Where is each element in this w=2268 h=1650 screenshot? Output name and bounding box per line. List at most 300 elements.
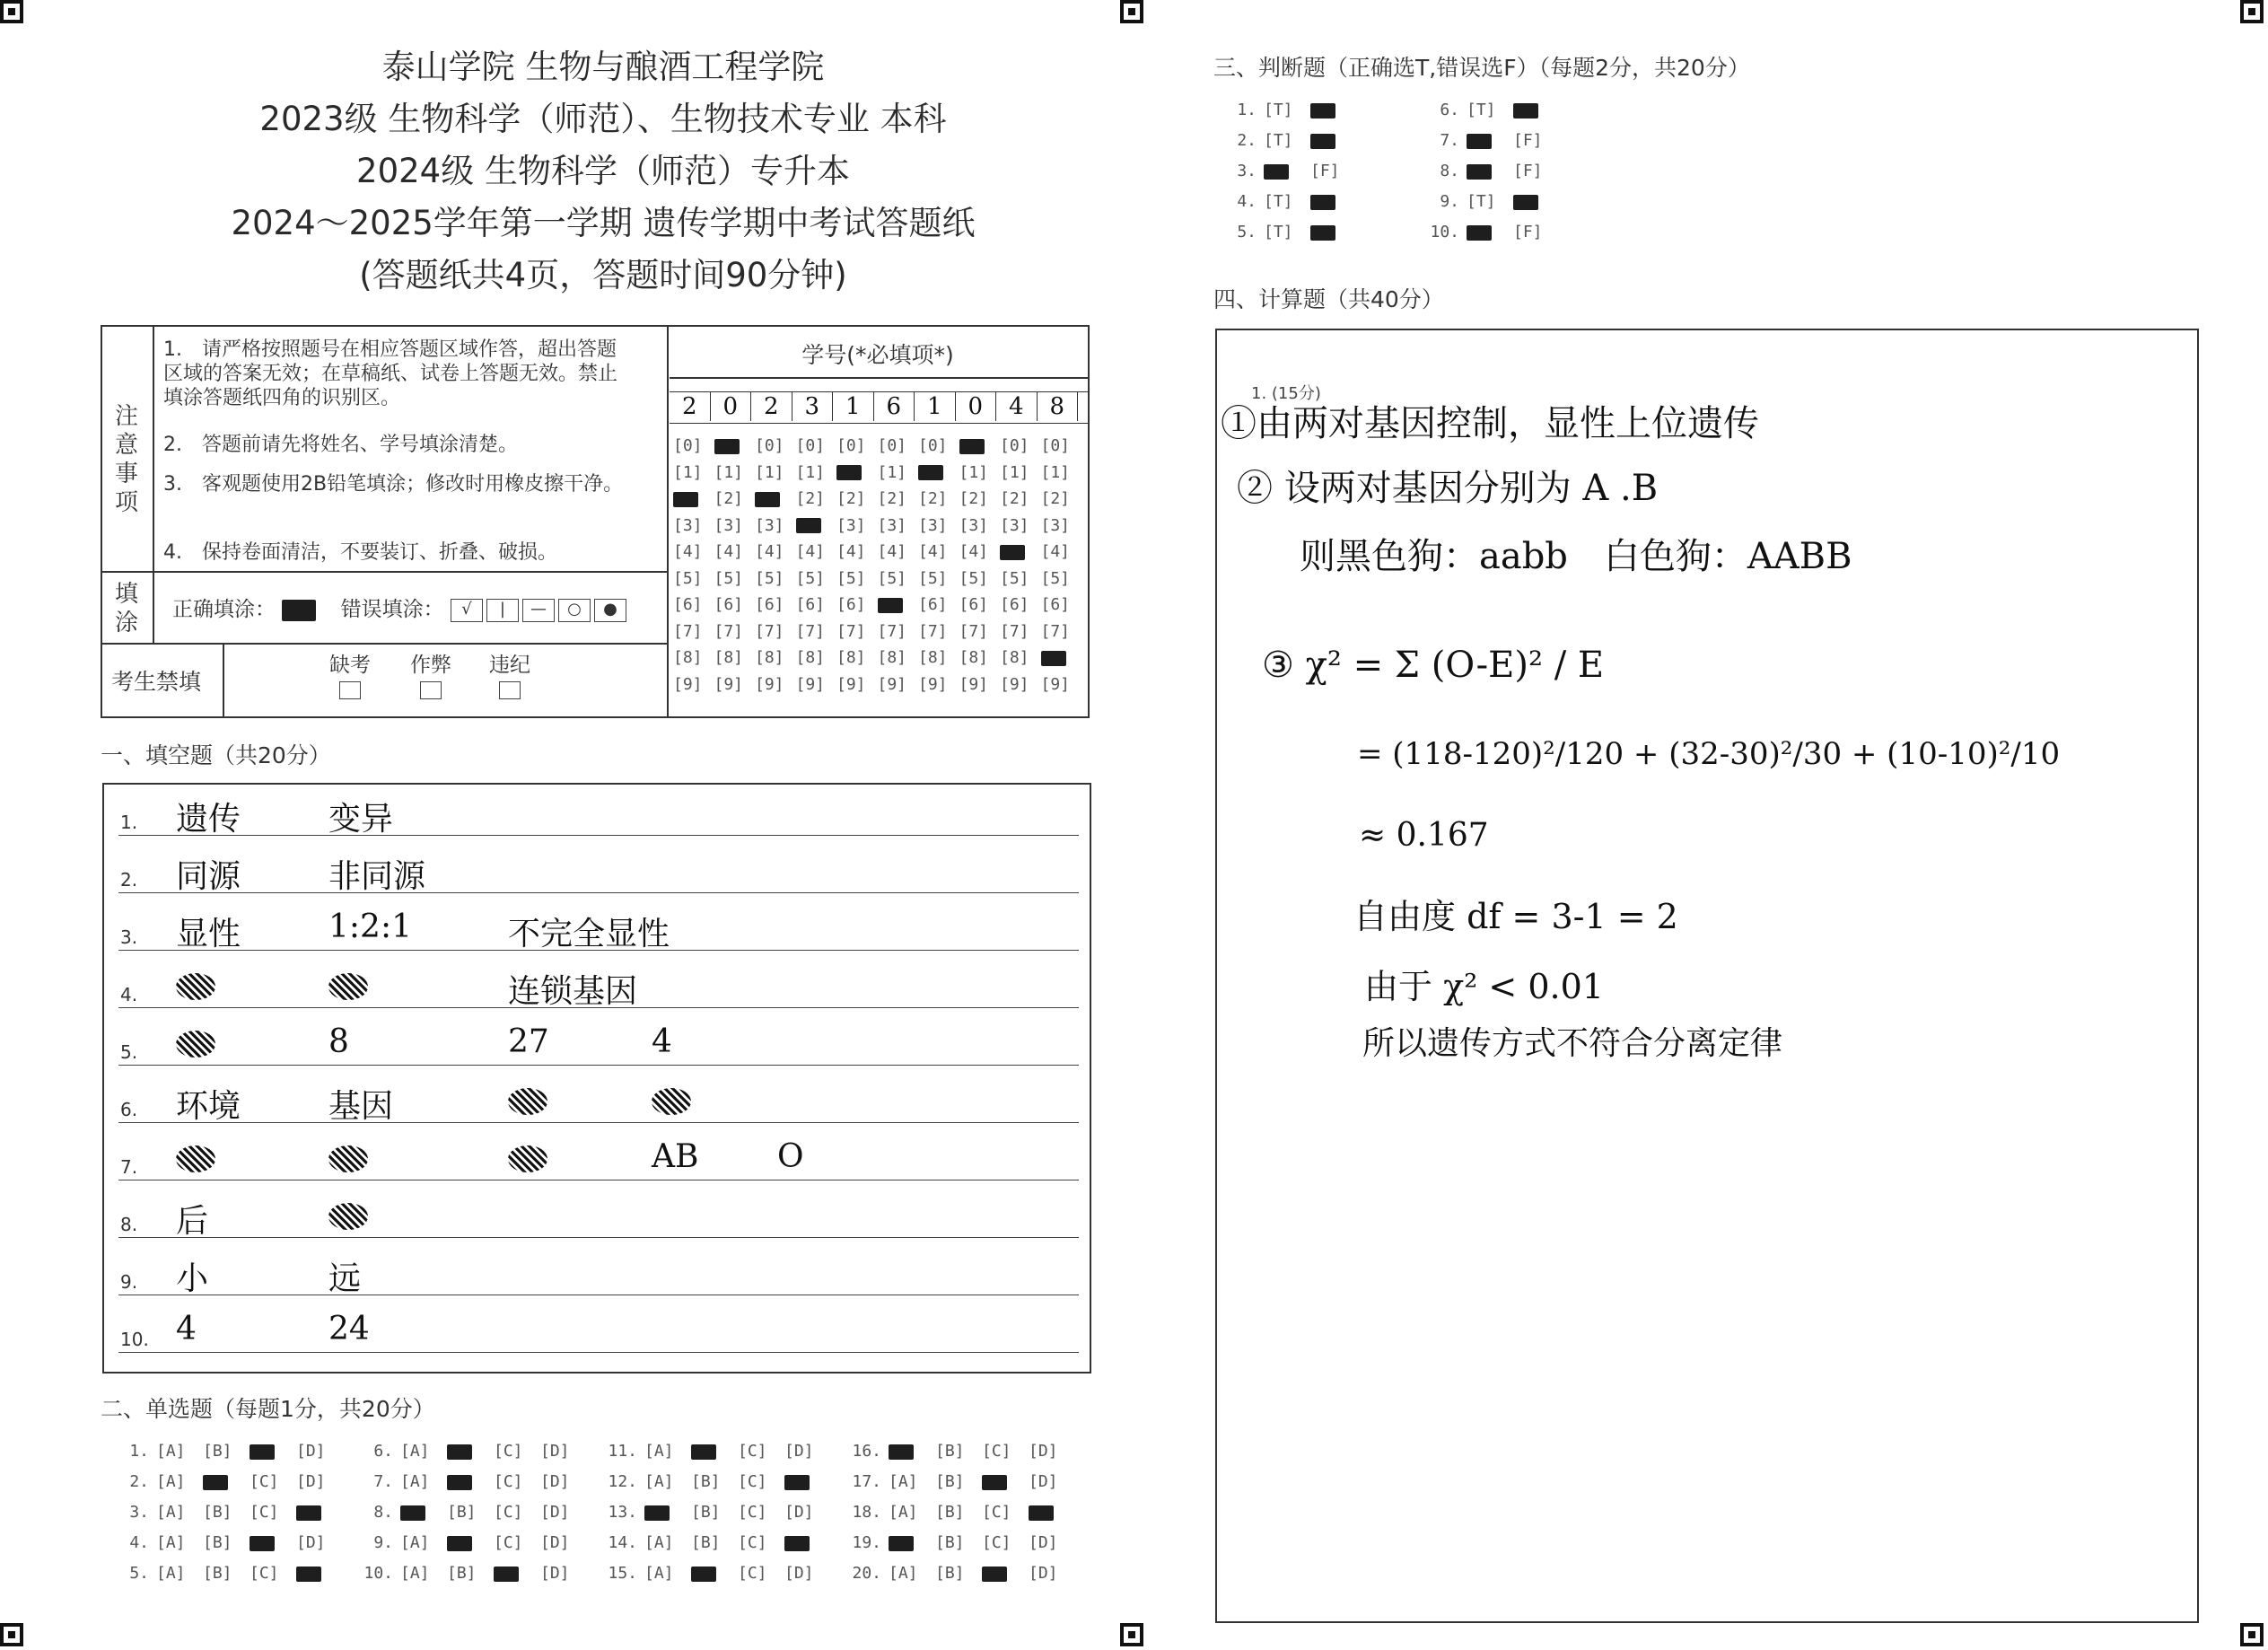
mc-option[interactable] [296, 1533, 343, 1552]
option-label: [A] [889, 1472, 918, 1491]
forbid-label: 考生禁填 [111, 669, 202, 695]
wrong-mark-example: | [486, 599, 519, 622]
id-bubble[interactable] [755, 460, 784, 487]
bubble-label: [3] [1000, 515, 1029, 535]
tf-option[interactable] [1467, 192, 1513, 211]
id-bubble[interactable] [714, 433, 744, 460]
bubble-label: [8] [714, 648, 744, 667]
mc-option[interactable] [889, 1472, 935, 1491]
question-number: 7. [120, 1156, 138, 1178]
mc-option[interactable] [935, 1503, 982, 1522]
mc-question [849, 1442, 1075, 1461]
bubble-label: [4] [918, 542, 948, 561]
id-bubble[interactable] [796, 671, 826, 698]
id-bubble[interactable] [836, 460, 866, 487]
id-bubble[interactable] [918, 619, 948, 645]
option-label: [T] [1264, 131, 1293, 150]
mc-option[interactable] [540, 1533, 587, 1552]
filled-mark [784, 1475, 810, 1490]
scribble-mark [176, 973, 215, 1000]
mc-option[interactable] [400, 1503, 447, 1522]
calc-line-5: = (118-120)²/120 + (32-30)²/30 + (10-10)²/10 [1357, 736, 2061, 772]
option-label: [B] [935, 1503, 965, 1522]
mc-option[interactable] [1029, 1533, 1075, 1552]
handwritten-answer: 24 [328, 1311, 370, 1347]
mc-option[interactable] [447, 1472, 494, 1491]
id-bubble[interactable] [714, 619, 744, 645]
id-bubble[interactable] [796, 433, 826, 460]
bubble-label: [2] [836, 489, 866, 508]
id-bubble[interactable] [878, 592, 907, 619]
mc-option[interactable] [203, 1442, 250, 1461]
mc-number: 17. [852, 1472, 881, 1491]
mc-option[interactable] [889, 1533, 935, 1552]
option-label: [B] [691, 1533, 721, 1552]
mc-option[interactable] [447, 1533, 494, 1552]
mc-option[interactable] [203, 1533, 250, 1552]
id-bubble[interactable] [755, 539, 784, 566]
tf-option[interactable] [1310, 131, 1357, 150]
mc-option[interactable] [691, 1503, 738, 1522]
mc-option[interactable] [738, 1533, 784, 1552]
mc-option[interactable] [156, 1503, 203, 1522]
mc-question [361, 1503, 587, 1522]
bubble-label: [9] [1040, 674, 1071, 694]
id-bubble[interactable] [673, 645, 703, 671]
mc-option[interactable] [156, 1442, 203, 1461]
id-bubble[interactable] [836, 566, 866, 592]
mc-option[interactable] [784, 1564, 831, 1583]
mc-option[interactable] [250, 1472, 296, 1491]
mc-question [117, 1472, 343, 1491]
id-bubble[interactable] [836, 539, 866, 566]
id-bubble[interactable] [918, 671, 948, 698]
id-bubble[interactable] [959, 486, 989, 513]
id-bubble[interactable] [673, 486, 703, 513]
mc-option[interactable] [935, 1442, 982, 1461]
id-bubble[interactable] [1000, 645, 1029, 671]
mc-option[interactable] [400, 1442, 447, 1461]
id-bubble[interactable] [918, 645, 948, 671]
mc-option[interactable] [644, 1533, 691, 1552]
id-digit: 1 [833, 392, 874, 421]
mc-option[interactable] [982, 1442, 1029, 1461]
id-bubble[interactable] [796, 460, 826, 487]
question-number: 5. [120, 1041, 138, 1063]
id-bubble[interactable] [755, 592, 784, 619]
id-bubble[interactable] [673, 513, 703, 540]
tf-question [1224, 162, 1357, 180]
handwritten-answer: 远 [328, 1260, 362, 1297]
mc-option[interactable] [644, 1472, 691, 1491]
id-bubble[interactable] [796, 486, 826, 513]
calc-line-2: ② 设两对基因分别为 A .B [1237, 468, 1659, 509]
mc-option[interactable] [494, 1442, 540, 1461]
tf-option[interactable] [1513, 223, 1560, 241]
id-bubble[interactable] [878, 460, 907, 487]
id-bubble[interactable] [878, 671, 907, 698]
bubble-label: [0] [755, 436, 784, 455]
correct-fill-example [172, 592, 630, 622]
mc-number: 14. [608, 1533, 637, 1552]
id-bubble[interactable] [1000, 671, 1029, 698]
id-bubble[interactable] [836, 645, 866, 671]
id-bubble[interactable] [796, 539, 826, 566]
id-bubble[interactable] [714, 513, 744, 540]
tf-option[interactable] [1467, 131, 1513, 150]
id-bubble[interactable] [918, 460, 948, 487]
scribble-mark [328, 1203, 368, 1230]
id-bubble[interactable] [1000, 513, 1029, 540]
bubble-label: [0] [1000, 436, 1029, 455]
tf-option[interactable] [1264, 101, 1310, 119]
bubble-label: [7] [877, 621, 907, 641]
id-bubble[interactable] [1000, 619, 1029, 645]
bubble-label: [1] [755, 462, 784, 482]
id-bubble[interactable] [959, 592, 989, 619]
filled-mark [918, 465, 943, 480]
bubble-label: [9] [836, 674, 866, 694]
mc-option[interactable] [540, 1472, 587, 1491]
mc-option[interactable] [540, 1503, 587, 1522]
question-number: 9. [120, 1271, 138, 1293]
option-label: [B] [935, 1533, 965, 1552]
mc-option[interactable] [400, 1564, 447, 1583]
mc-option[interactable] [691, 1472, 738, 1491]
mc-option[interactable] [296, 1503, 343, 1522]
mc-option[interactable] [982, 1472, 1029, 1491]
correct-label: 正确填涂： [172, 598, 276, 621]
mc-option[interactable] [203, 1564, 250, 1583]
id-bubble[interactable] [714, 539, 744, 566]
id-bubble[interactable] [959, 671, 989, 698]
mc-option[interactable] [691, 1442, 738, 1461]
mc-option[interactable] [296, 1564, 343, 1583]
option-label: [C] [738, 1472, 767, 1491]
id-bubble[interactable] [714, 645, 744, 671]
mc-option[interactable] [250, 1564, 296, 1583]
answer-line [118, 1237, 1079, 1238]
mc-option[interactable] [935, 1564, 982, 1583]
id-bubble[interactable] [714, 460, 744, 487]
mc-number: 8. [373, 1503, 393, 1522]
id-bubble[interactable] [878, 619, 907, 645]
mc-option[interactable] [935, 1472, 982, 1491]
id-bubble[interactable] [1000, 460, 1029, 487]
bubble-label: [1] [959, 462, 989, 482]
tf-option[interactable] [1467, 101, 1513, 119]
id-bubble[interactable] [836, 513, 866, 540]
id-bubble[interactable] [1000, 539, 1029, 566]
id-bubble[interactable] [878, 486, 907, 513]
id-bubble[interactable] [673, 671, 703, 698]
mc-option[interactable] [1029, 1442, 1075, 1461]
mc-question [849, 1533, 1075, 1552]
mc-option[interactable] [644, 1442, 691, 1461]
tf-question [1427, 101, 1560, 119]
mc-option[interactable] [447, 1503, 494, 1522]
id-bubble[interactable] [918, 433, 948, 460]
id-bubble[interactable] [673, 619, 703, 645]
id-bubble[interactable] [714, 486, 744, 513]
cheat-checkbox[interactable] [420, 681, 442, 699]
id-bubble[interactable] [1041, 513, 1071, 540]
option-label: [A] [156, 1442, 186, 1461]
tf-option[interactable] [1513, 162, 1560, 180]
id-bubble[interactable] [959, 566, 989, 592]
id-bubble[interactable] [673, 433, 703, 460]
id-bubble[interactable] [714, 671, 744, 698]
mc-option[interactable] [540, 1564, 587, 1583]
tf-option[interactable] [1310, 192, 1357, 211]
tf-option[interactable] [1264, 162, 1310, 180]
tf-option[interactable] [1264, 131, 1310, 150]
grade-line-1: 2023级 生物科学（师范）、生物技术专业 本科 [259, 100, 947, 138]
mc-option[interactable] [494, 1472, 540, 1491]
id-bubble[interactable] [755, 671, 784, 698]
filled-mark [203, 1475, 228, 1490]
mc-option[interactable] [156, 1533, 203, 1552]
handwritten-answer: 4 [176, 1311, 197, 1347]
mc-number: 7. [373, 1472, 393, 1491]
mc-option[interactable] [691, 1533, 738, 1552]
bubble-label: [3] [673, 515, 703, 535]
tf-option[interactable] [1513, 101, 1560, 119]
calc-line-3: 则黑色狗：aabb 白色狗：AABB [1300, 536, 1852, 577]
id-bubble[interactable] [836, 671, 866, 698]
mc-option[interactable] [691, 1564, 738, 1583]
id-bubble[interactable] [1041, 433, 1071, 460]
filled-mark [1467, 225, 1492, 241]
absent-checkbox[interactable] [339, 681, 361, 699]
filled-mark [296, 1505, 321, 1521]
id-bubble[interactable] [1041, 592, 1071, 619]
id-digit: 3 [792, 392, 834, 421]
tf-question [1427, 131, 1560, 150]
option-label: [D] [296, 1533, 326, 1552]
bubble-label: [9] [714, 674, 744, 694]
id-bubble[interactable] [1041, 460, 1071, 487]
id-bubble[interactable] [1000, 433, 1029, 460]
tf-option[interactable] [1264, 192, 1310, 211]
mc-option[interactable] [296, 1442, 343, 1461]
mc-option[interactable] [296, 1472, 343, 1491]
id-bubble[interactable] [918, 513, 948, 540]
id-bubble[interactable] [878, 513, 907, 540]
id-bubble[interactable] [796, 513, 826, 540]
id-bubble[interactable] [796, 566, 826, 592]
option-label: [T] [1467, 101, 1496, 119]
id-bubble[interactable] [755, 513, 784, 540]
id-bubble[interactable] [1041, 539, 1071, 566]
tf-option[interactable] [1467, 223, 1513, 241]
mc-option[interactable] [738, 1472, 784, 1491]
id-bubble[interactable] [878, 433, 907, 460]
violation-checkbox[interactable] [499, 681, 521, 699]
id-bubble-column [959, 433, 989, 698]
id-bubble[interactable] [673, 592, 703, 619]
mc-option[interactable] [203, 1503, 250, 1522]
id-bubble[interactable] [878, 645, 907, 671]
mc-option[interactable] [738, 1503, 784, 1522]
id-bubble[interactable] [836, 433, 866, 460]
filled-mark [1467, 134, 1492, 149]
id-bubble[interactable] [918, 566, 948, 592]
bubble-label: [2] [1000, 489, 1029, 508]
id-bubble[interactable] [959, 513, 989, 540]
mc-option[interactable] [1029, 1564, 1075, 1583]
mc-option[interactable] [738, 1564, 784, 1583]
tf-option[interactable] [1467, 162, 1513, 180]
question-number: 1. [120, 812, 138, 833]
id-bubble[interactable] [796, 619, 826, 645]
id-bubble[interactable] [959, 619, 989, 645]
id-bubble[interactable] [1000, 486, 1029, 513]
bubble-label: [0] [918, 436, 948, 455]
id-bubble[interactable] [1041, 671, 1071, 698]
tf-option[interactable] [1310, 223, 1357, 241]
id-bubble[interactable] [959, 645, 989, 671]
id-bubble[interactable] [796, 592, 826, 619]
id-bubble[interactable] [1000, 592, 1029, 619]
mc-option[interactable] [1029, 1472, 1075, 1491]
bubble-label: [7] [918, 621, 948, 641]
id-bubble[interactable] [673, 539, 703, 566]
notice-item-4: 4. 保持卷面清洁，不要装订、折叠、破损。 [163, 541, 557, 564]
mc-option[interactable] [738, 1442, 784, 1461]
filled-mark [1000, 545, 1025, 560]
bubble-label: [9] [673, 674, 703, 694]
option-label: [B] [935, 1472, 965, 1491]
mc-option[interactable] [889, 1503, 935, 1522]
mc-option[interactable] [982, 1503, 1029, 1522]
id-bubble[interactable] [836, 486, 866, 513]
calc-line-6: ≈ 0.167 [1359, 817, 1489, 854]
option-label: [C] [250, 1564, 279, 1583]
corner-mark-bottom-right [2240, 1623, 2264, 1646]
scribble-mark [328, 973, 368, 1000]
mc-option[interactable] [250, 1442, 296, 1461]
mc-option[interactable] [784, 1472, 831, 1491]
mc-option[interactable] [156, 1564, 203, 1583]
mc-option[interactable] [540, 1442, 587, 1461]
mc-title: 二、单选题（每题1分，共20分） [101, 1396, 435, 1422]
mc-option[interactable] [982, 1564, 1029, 1583]
bubble-label: [0] [1040, 436, 1071, 455]
id-bubble[interactable] [878, 539, 907, 566]
handwritten-answer: 4 [652, 1023, 672, 1060]
id-bubble[interactable] [836, 619, 866, 645]
id-bubble[interactable] [878, 566, 907, 592]
mc-option[interactable] [644, 1503, 691, 1522]
corner-mark-top-left [0, 0, 23, 23]
id-bubble[interactable] [714, 592, 744, 619]
filled-mark-example [282, 600, 316, 621]
mc-number: 6. [373, 1442, 393, 1461]
mc-option[interactable] [889, 1442, 935, 1461]
bubble-label: [4] [755, 542, 784, 561]
tf-option[interactable] [1513, 192, 1560, 211]
id-bubble-column [714, 433, 744, 698]
id-bubble[interactable] [1041, 486, 1071, 513]
tf-option[interactable] [1513, 131, 1560, 150]
id-bubble[interactable] [673, 460, 703, 487]
handwritten-answer: 显性 [176, 916, 241, 952]
bubble-label: [8] [877, 648, 907, 667]
mc-option[interactable] [935, 1533, 982, 1552]
mc-option[interactable] [494, 1503, 540, 1522]
mc-option[interactable] [1029, 1503, 1075, 1522]
id-bubble[interactable] [959, 433, 989, 460]
option-label: [C] [250, 1503, 279, 1522]
id-bubble[interactable] [918, 486, 948, 513]
mc-option[interactable] [250, 1533, 296, 1552]
tf-option[interactable] [1310, 101, 1357, 119]
bubble-label: [6] [714, 595, 744, 614]
violation-label: 违纪 [489, 654, 530, 677]
id-bubble[interactable] [959, 460, 989, 487]
mc-option[interactable] [250, 1503, 296, 1522]
mc-option[interactable] [494, 1564, 540, 1583]
mc-option[interactable] [156, 1472, 203, 1491]
mc-option[interactable] [447, 1564, 494, 1583]
mc-option[interactable] [447, 1442, 494, 1461]
mc-option[interactable] [494, 1533, 540, 1552]
id-bubble[interactable] [1000, 566, 1029, 592]
id-bubble[interactable] [673, 566, 703, 592]
mc-option[interactable] [889, 1564, 935, 1583]
mc-number: 5. [129, 1564, 149, 1583]
id-bubble[interactable] [918, 592, 948, 619]
id-bubble[interactable] [755, 645, 784, 671]
bubble-label: [6] [755, 595, 784, 614]
id-bubble[interactable] [836, 592, 866, 619]
id-bubble[interactable] [755, 433, 784, 460]
id-bubble[interactable] [1041, 566, 1071, 592]
tf-option[interactable] [1264, 223, 1310, 241]
id-bubble[interactable] [714, 566, 744, 592]
mc-question [849, 1503, 1075, 1522]
option-label: [F] [1513, 131, 1543, 150]
mc-option[interactable] [400, 1533, 447, 1552]
id-bubble[interactable] [918, 539, 948, 566]
mc-option[interactable] [784, 1503, 831, 1522]
option-label: [B] [447, 1503, 477, 1522]
handwritten-answer: 8 [328, 1023, 349, 1060]
id-bubble[interactable] [755, 619, 784, 645]
divider [223, 643, 224, 718]
id-digit: 8 [1038, 392, 1079, 421]
bubble-label: [2] [918, 489, 948, 508]
mc-option[interactable] [644, 1564, 691, 1583]
mc-option[interactable] [784, 1442, 831, 1461]
mc-option[interactable] [982, 1533, 1029, 1552]
mc-option[interactable] [400, 1472, 447, 1491]
tf-option[interactable] [1310, 162, 1357, 180]
bubble-label: [5] [836, 568, 866, 588]
mc-option[interactable] [203, 1472, 250, 1491]
id-bubble[interactable] [1041, 619, 1071, 645]
id-bubble[interactable] [1041, 645, 1071, 671]
mc-question [605, 1442, 831, 1461]
mc-number: 9. [373, 1533, 393, 1552]
bubble-label: [8] [755, 648, 784, 667]
mc-option[interactable] [784, 1533, 831, 1552]
id-bubble[interactable] [755, 486, 784, 513]
id-bubble[interactable] [755, 566, 784, 592]
id-bubble[interactable] [796, 645, 826, 671]
id-bubble[interactable] [959, 539, 989, 566]
